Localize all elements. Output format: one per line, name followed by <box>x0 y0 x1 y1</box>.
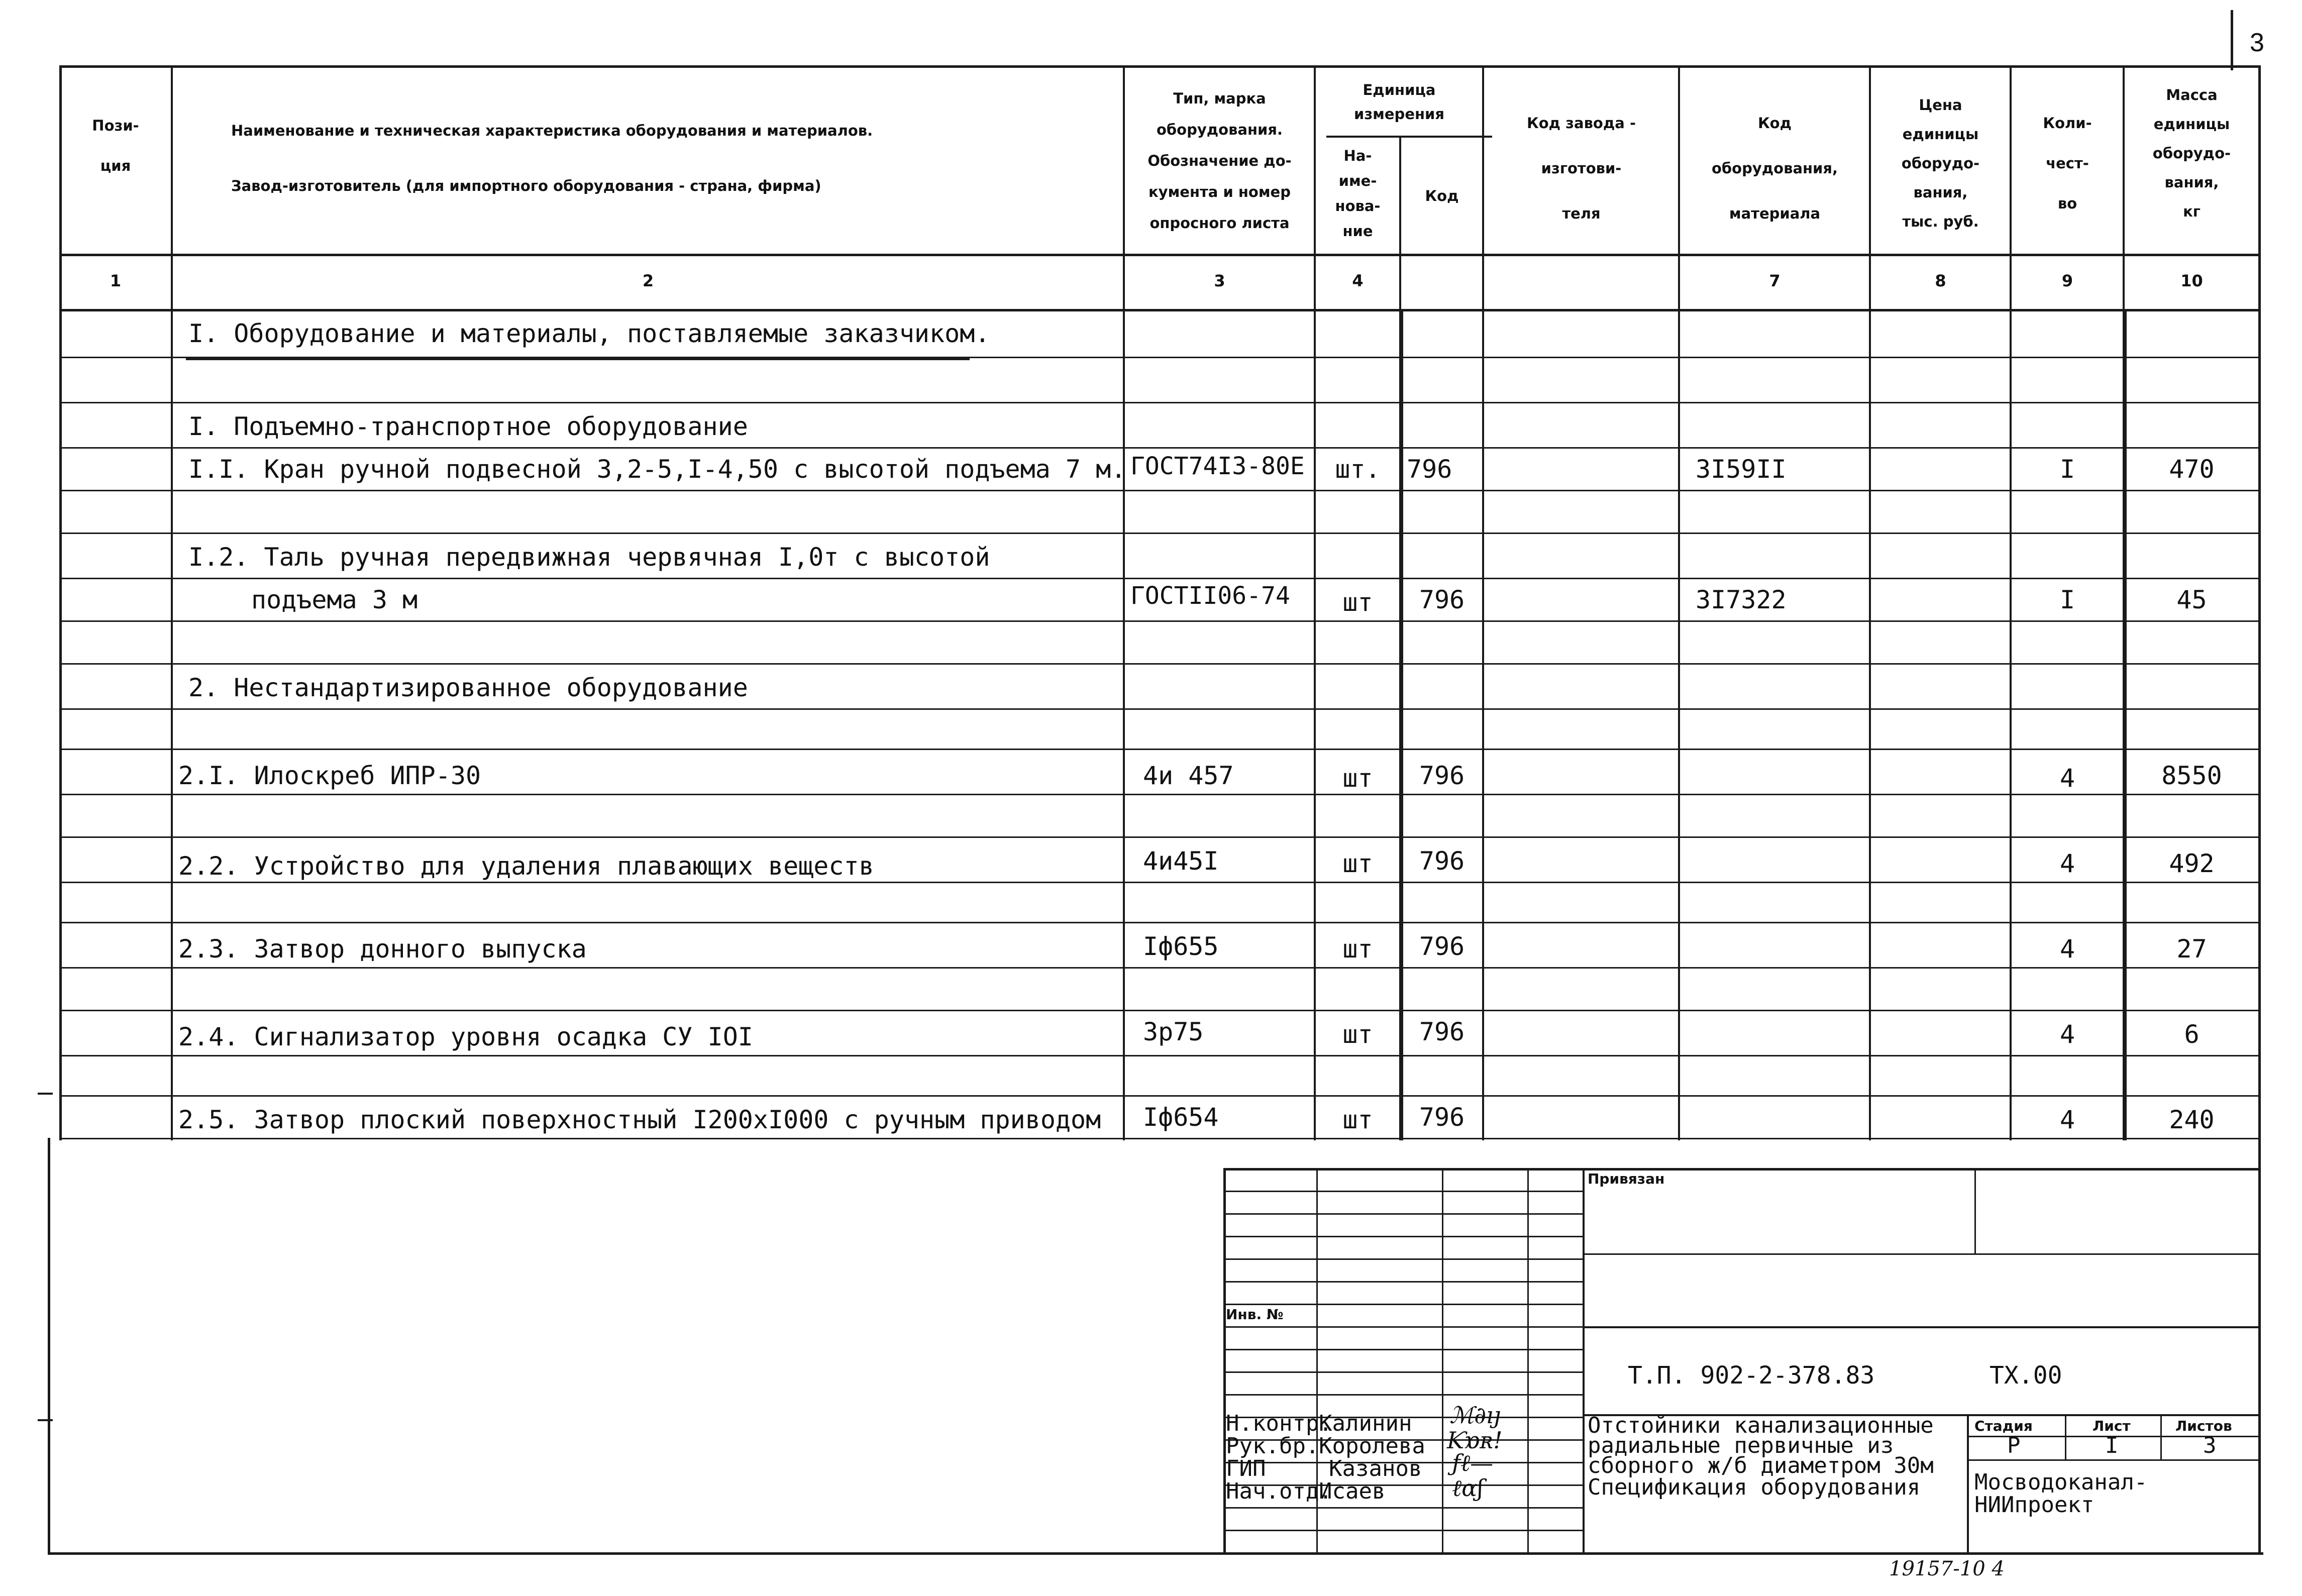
item-qty: 4 <box>2059 849 2075 878</box>
item-unit: шт <box>1342 1105 1373 1134</box>
description-line: Спецификация оборудования <box>1588 1474 1921 1500</box>
staff-role-4: Нач.отд. <box>1226 1478 1332 1504</box>
doc-code: Т.П. 902-2-378.83 <box>1628 1361 1875 1390</box>
section-title-underline <box>186 358 970 360</box>
item-equip-code: 3I7322 <box>1696 585 1787 614</box>
header-unit-name: На- име- нова- ние <box>1335 147 1381 240</box>
signature: ℳ∂ıȷ <box>1449 1402 1501 1429</box>
item-unit-code: 796 <box>1419 932 1465 961</box>
item-qty: 4 <box>2059 1105 2075 1134</box>
item-mass: 6 <box>2184 1020 2200 1049</box>
item-name: 2.4. Сигнализатор уровня осадка СУ IOI <box>178 1022 753 1051</box>
item-name: 2.2. Устройство для удаления плавающих веществ <box>178 852 874 881</box>
header-name-line2: Завод-изготовитель (для импортного оборудования - страна, фирма) <box>231 177 821 194</box>
page-number-divider <box>2231 10 2233 70</box>
staff-name-1: Калинин <box>1319 1411 1412 1436</box>
header-price: Цена единицы оборудо- вания, тыс. руб. <box>1901 96 1980 230</box>
header-unit-code: Код <box>1425 187 1459 204</box>
header-qty: Коли- чест- во <box>2043 115 2092 212</box>
item-unit: шт <box>1342 849 1373 878</box>
column-number: 8 <box>1935 271 1946 290</box>
item-unit-code: 796 <box>1419 761 1465 790</box>
item-type: ГОСТII06-74 <box>1130 582 1290 610</box>
stage-value: Р <box>2007 1433 2021 1458</box>
item-qty: 4 <box>2059 934 2075 964</box>
header-maker-code: Код завода - изготови- теля <box>1527 115 1636 222</box>
item-name: I.2. Таль ручная передвижная червячная I,0т с высотой <box>188 543 990 572</box>
column-number: 1 <box>110 271 122 290</box>
page-number: 3 <box>2250 28 2264 57</box>
column-number: 10 <box>2180 271 2203 290</box>
signature: Ƙɒʀ! <box>1447 1427 1503 1454</box>
item-qty: I <box>2059 455 2075 484</box>
stage-label: Стадия <box>1974 1418 2033 1434</box>
header-type: Тип, марка оборудования. Обозначение до- кумента и номер опросного листа <box>1147 90 1292 232</box>
item-mass: 45 <box>2176 585 2207 614</box>
item-type: 4и45I <box>1143 846 1219 876</box>
header-equip-code: Код оборудования, материала <box>1711 115 1838 222</box>
item-unit: шт <box>1342 1020 1373 1049</box>
doc-mark: ТХ.00 <box>1990 1361 2062 1390</box>
footer-stamp: 19157-10 4 <box>1889 1557 2005 1580</box>
column-number: 2 <box>642 271 654 290</box>
item-type: 3р75 <box>1143 1017 1204 1046</box>
sheets-label: Листов <box>2175 1418 2232 1434</box>
organization: НИИпроект <box>1974 1492 2095 1518</box>
item-type: ГОСТ74I3-80Е <box>1130 452 1305 480</box>
description-line: сборного ж/б диаметром 30м <box>1588 1453 1934 1478</box>
sheet-label: Лист <box>2092 1418 2131 1434</box>
item-type: Iф654 <box>1143 1103 1219 1132</box>
item-unit-code: 796 <box>1419 1017 1465 1046</box>
item-name: 2.I. Илоскреб ИПР-30 <box>178 761 481 790</box>
column-number: 9 <box>2061 271 2073 290</box>
item-qty: 4 <box>2059 1020 2075 1049</box>
subsection-nonstandard: 2. Нестандартизированное оборудование <box>188 673 748 702</box>
organization: Мосводоканал- <box>1974 1469 2148 1495</box>
staff-name-4: Исаев <box>1319 1478 1386 1504</box>
subsection-lifting: I. Подъемно-транспортное оборудование <box>188 412 748 441</box>
item-name: 2.5. Затвор плоский поверхностный I200хI000 с ручным приводом <box>178 1105 1101 1134</box>
item-mass: 470 <box>2169 455 2215 484</box>
privyazan-label: Привязан <box>1588 1171 1665 1187</box>
column-number: 3 <box>1214 271 1225 290</box>
item-name-cont: подъема 3 м <box>251 585 418 614</box>
item-type: 4и 457 <box>1143 761 1234 790</box>
header-position: Пози- ция <box>92 117 139 174</box>
item-unit-code: 796 <box>1419 1103 1465 1132</box>
staff-role-1: Н.контр. <box>1226 1411 1332 1436</box>
section-title: I. Оборудование и материалы, поставляемые заказчиком. <box>188 319 990 348</box>
staff-role-2: Рук.бр. <box>1226 1433 1319 1459</box>
description-line: радиальные первичные из <box>1588 1433 1894 1458</box>
item-unit-code: 796 <box>1407 455 1452 484</box>
item-equip-code: 3I59II <box>1696 455 1787 484</box>
staff-name-2: Королева <box>1319 1433 1425 1459</box>
item-unit-code: 796 <box>1419 846 1465 876</box>
frame-left-border <box>48 1138 50 1555</box>
item-name: I.I. Кран ручной подвесной 3,2-5,I-4,50 с высотой подъема 7 м. <box>188 455 1126 484</box>
item-mass: 240 <box>2169 1105 2215 1134</box>
description-line: Отстойники канализационные <box>1588 1413 1934 1438</box>
header-unit-group: Единица измерения <box>1354 81 1444 123</box>
inv-no-label: Инв. № <box>1226 1306 1284 1323</box>
sheets-value: 3 <box>2203 1433 2217 1458</box>
frame-right-border <box>2258 1138 2261 1555</box>
frame-bottom-border <box>48 1552 2263 1555</box>
item-unit-code: 796 <box>1419 585 1465 614</box>
sheet-value: I <box>2105 1433 2119 1458</box>
header-mass: Масса единицы оборудо- вания, кг <box>2152 86 2231 220</box>
item-unit: шт <box>1342 588 1373 617</box>
item-qty: 4 <box>2059 764 2075 793</box>
header-name-line1: Наименование и техническая характеристика оборудования и материалов. <box>231 122 873 139</box>
signature: ƒℓ— <box>1452 1449 1494 1476</box>
item-name: 2.3. Затвор донного выпуска <box>178 934 587 964</box>
signature: ℓɑʃ <box>1452 1474 1484 1502</box>
item-mass: 492 <box>2169 849 2215 878</box>
staff-name-3: Казанов <box>1329 1456 1422 1481</box>
item-type: Iф655 <box>1143 932 1219 961</box>
item-unit: шт. <box>1335 455 1381 484</box>
item-unit: шт <box>1342 934 1373 964</box>
column-number: 7 <box>1769 271 1781 290</box>
item-qty: I <box>2059 585 2075 614</box>
column-number: 4 <box>1352 271 1364 290</box>
item-mass: 27 <box>2176 934 2207 964</box>
staff-role-3: ГИП <box>1226 1456 1266 1481</box>
item-unit: шт <box>1342 764 1373 793</box>
item-mass: 8550 <box>2161 761 2222 790</box>
